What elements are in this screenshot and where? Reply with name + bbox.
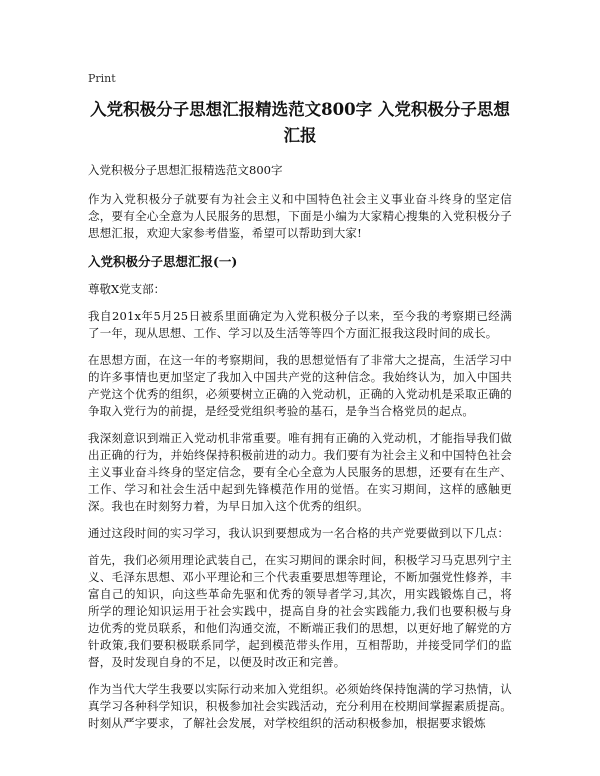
body-paragraph: 我深刻意识到端正入党动机非常重要。唯有拥有正确的入党动机，才能指导我们做出正确的行为，并始终保持积极前进的动力。我们要有为社会主义和中国特色社会主义事业奋斗终身的坚定信念，要有全心全意为人民服务的思想，还要有在生产、工作、学习和社会生活中起到先锋模范作用的觉悟。在实习期间，这样的感触更深。我也在时刻努力着，为早日加入这个优秀的组织。 bbox=[88, 431, 512, 513]
body-paragraph: 我自201x年5月25日被系里面确定为入党积极分子以来，至今我的考察期已经满了一年，现从思想、工作、学习以及生活等等四个方面汇报我这段时间的成长。 bbox=[88, 309, 512, 340]
salutation: 尊敬X党支部： bbox=[88, 282, 166, 296]
print-label: Print bbox=[88, 72, 116, 85]
intro-paragraph: 作为入党积极分子就要有为社会主义和中国特色社会主义事业奋斗终身的坚定信念，要有全心全意为人民服务的思想，下面是小编为大家精心搜集的入党积极分子思想汇报，欢迎大家参考借鉴，希望可以帮助到大家! bbox=[88, 192, 512, 240]
section-heading: 入党积极分子思想汇报(一) bbox=[88, 254, 238, 269]
body-paragraph: 首先，我们必须用理论武装自己，在实习期间的课余时间，积极学习马克思列宁主义、毛泽东思想、邓小平理论和三个代表重要思想等理论，不断加强党性修养，丰富自己的知识，向这些革命先驱和优秀的领导者学习,其次，用实践锻炼自己，将所学的理论知识运用于社会实践中，提高自身的社会实践能力,我们也要积极与身边优秀的党员联系，和他们沟通交流，不断端正我们的思想，以更好地了解党的方针政策,我们要积极联系同学，起到模范带头作用，互相帮助，并接受同学们的监督，及时发现自身的不足，以便及时改正和完善。 bbox=[88, 553, 512, 669]
body-paragraph: 作为当代大学生我要以实际行动来加入党组织。必须始终保持饱满的学习热情，认真学习各种科学知识，积极参加社会实践活动，充分利用在校期间掌握素质提高。时刻从严字要求，了解社会发展，对学校组织的活动积极参加，根据要求锻炼 bbox=[88, 682, 512, 730]
document-title: 入党积极分子思想汇报精选范文800字 入党积极分子思想汇报 bbox=[90, 100, 510, 145]
body-paragraph: 在思想方面，在这一年的考察期间，我的思想觉悟有了非常大之提高，生活学习中的许多事情也更加坚定了我加入中国共产党的这种信念。我始终认为，加入中国共产党这个优秀的组织，必须要树立正确的入党动机，正确的入党动机是采取正确的争取入党行为的前提，是经受党组织考验的基石，是争当合格党员的起点。 bbox=[88, 353, 512, 418]
document-subtitle: 入党积极分子思想汇报精选范文800字 bbox=[88, 163, 283, 177]
body-paragraph: 通过这段时间的实习学习，我认识到要想成为一名合格的共产党要做到以下几点： bbox=[88, 526, 510, 540]
